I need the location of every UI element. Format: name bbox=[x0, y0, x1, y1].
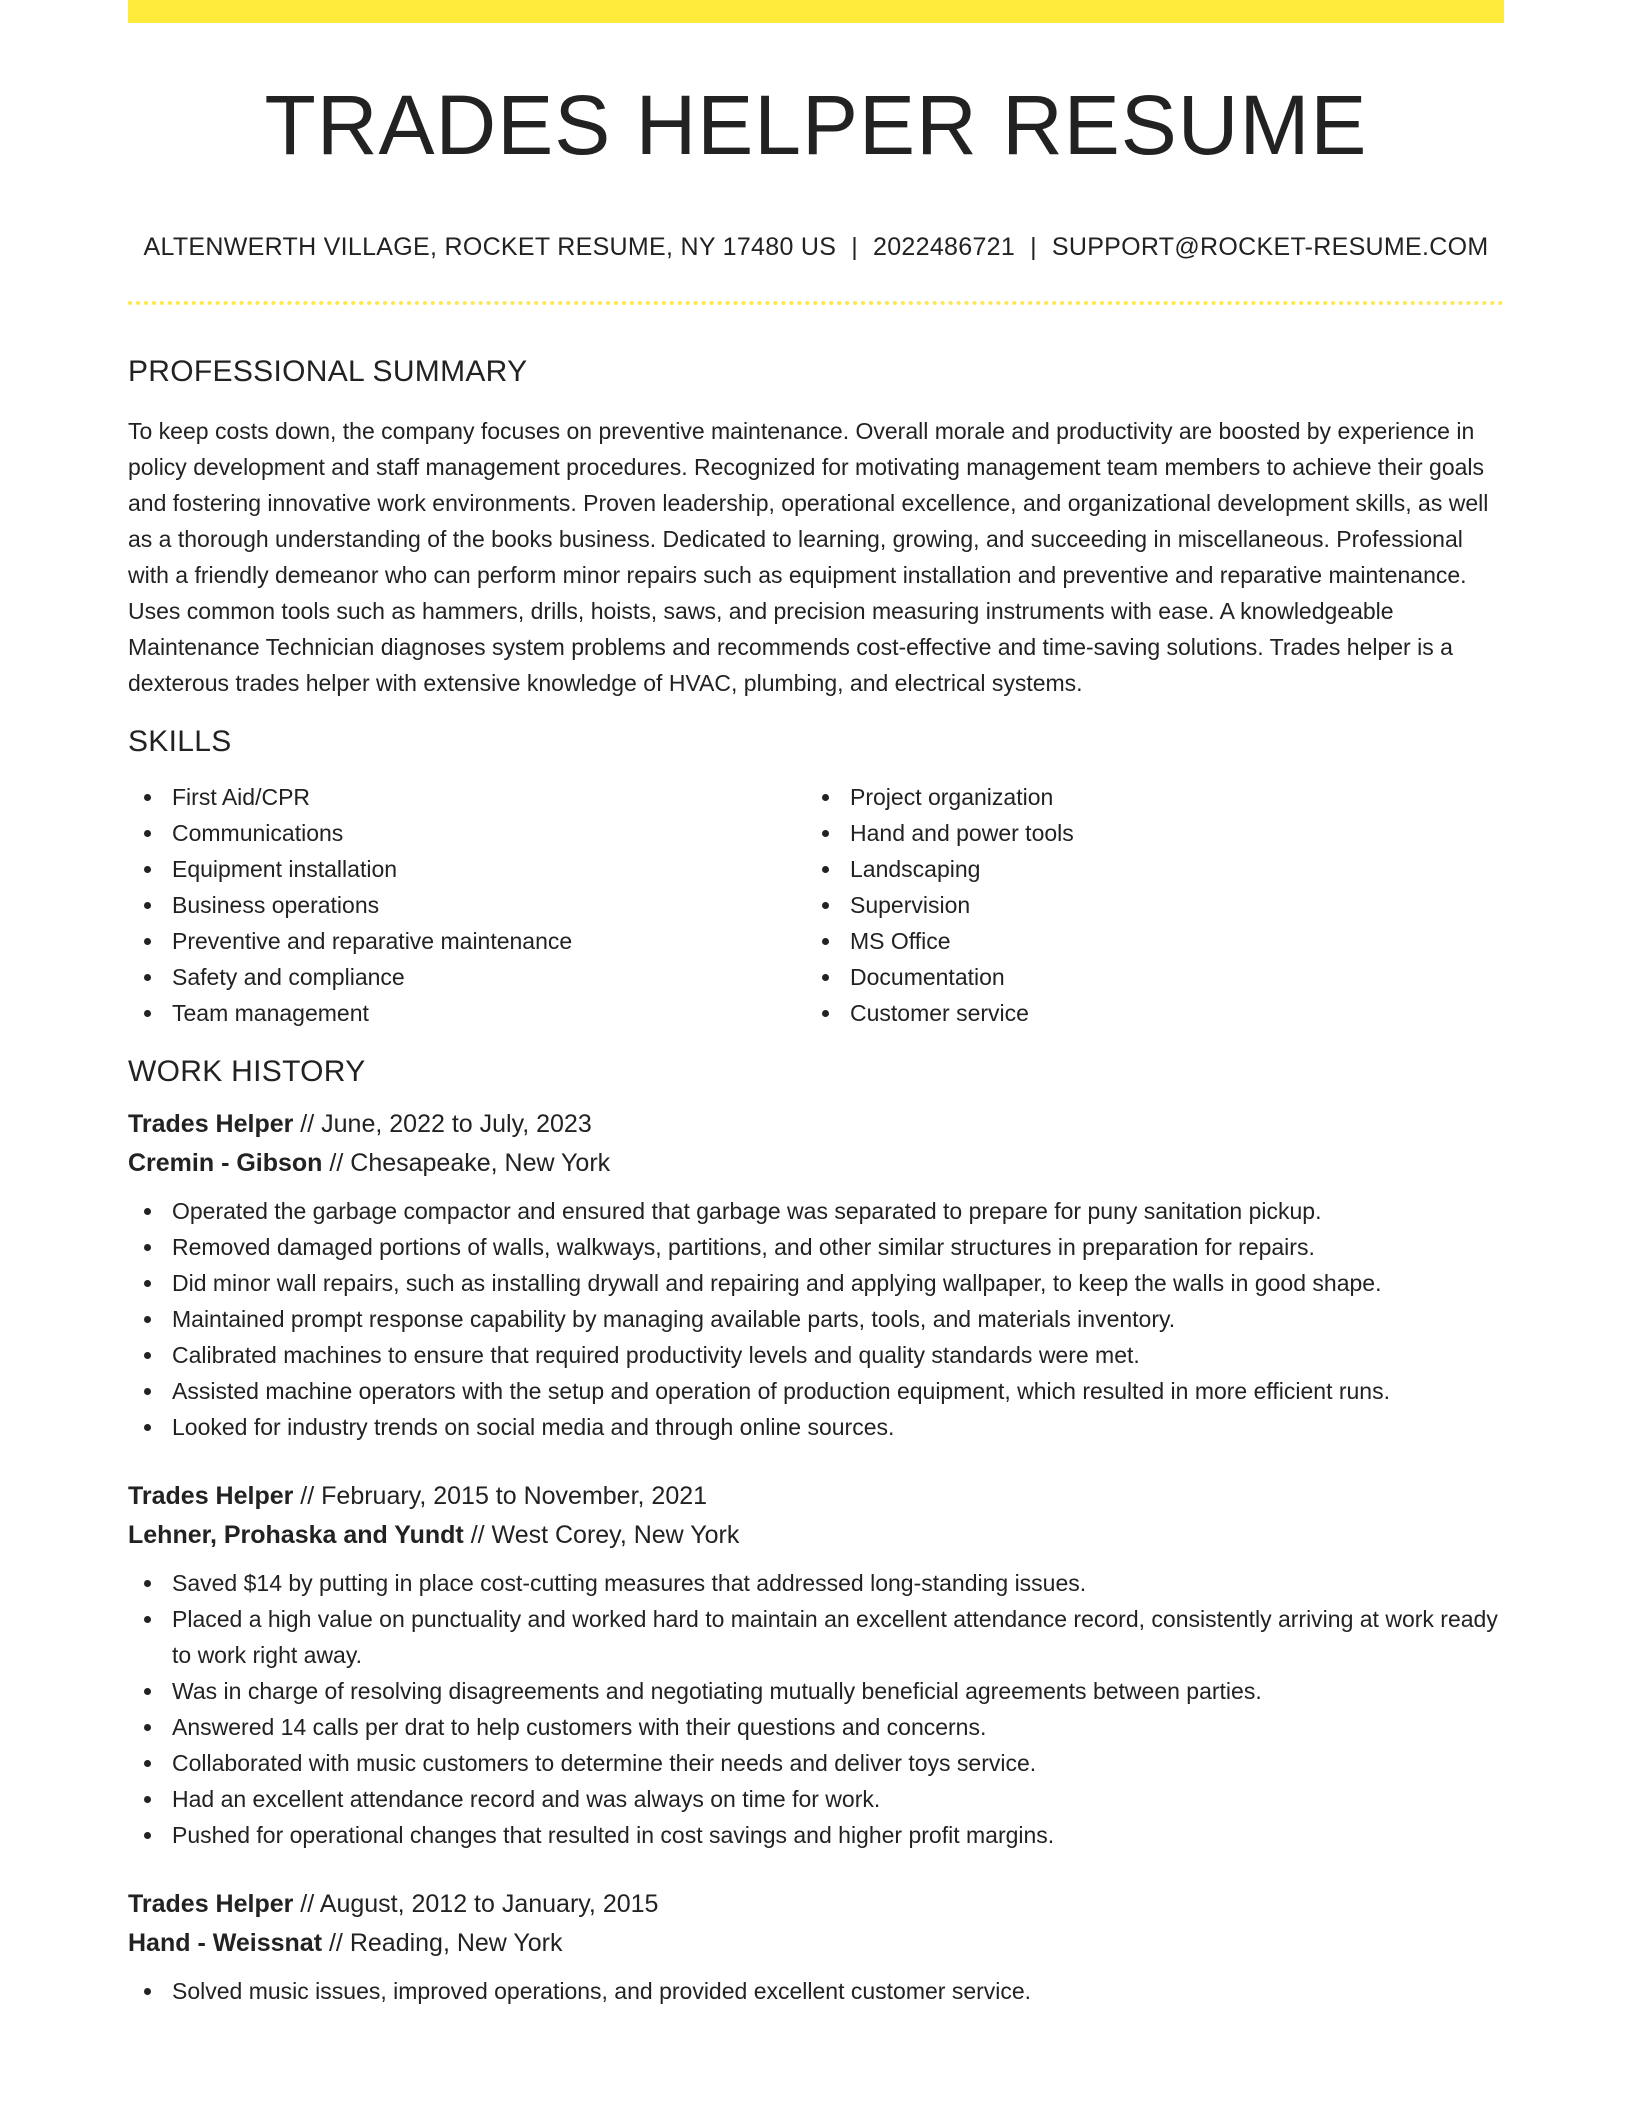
job-company: Cremin - Gibson bbox=[128, 1149, 323, 1177]
job-title: Trades Helper bbox=[128, 1482, 294, 1510]
job-company-line bbox=[128, 1924, 1504, 1963]
skill-item: Business operations bbox=[128, 887, 806, 923]
job-title-line bbox=[128, 1885, 1504, 1924]
skill-item: Equipment installation bbox=[128, 851, 806, 887]
skill-item: Project organization bbox=[806, 779, 1484, 815]
contact-line bbox=[128, 235, 1504, 260]
divider bbox=[128, 301, 1504, 305]
duty-item: Pushed for operational changes that resulted in cost savings and higher profit margins. bbox=[128, 1817, 1504, 1853]
duty-item: Removed damaged portions of walls, walkways, partitions, and other similar structures in preparation for repairs. bbox=[128, 1229, 1504, 1265]
skills-heading: SKILLS bbox=[128, 725, 232, 758]
duty-item: Assisted machine operators with the setup and operation of production equipment, which resulted in more efficient runs. bbox=[128, 1373, 1504, 1409]
work-history-heading: WORK HISTORY bbox=[128, 1055, 366, 1088]
top-accent-bar bbox=[128, 0, 1504, 23]
job-entry bbox=[128, 1105, 1504, 1445]
job-duties bbox=[128, 1973, 1504, 2009]
job-company: Hand - Weissnat bbox=[128, 1929, 323, 1957]
contact-email: SUPPORT@ROCKET-RESUME.COM bbox=[1051, 233, 1489, 261]
summary-text: To keep costs down, the company focuses on preventive maintenance. Overall morale and productivity are boosted by experience in policy development and staff management procedures. Recognized for motivating management team members to achieve their goals and fostering innovative work environments. Proven leadership, operational excellence, and organizational development skills, as well as a thorough understanding of the books business. Dedicated to learning, growing, and succeeding in miscellaneous. Professional with a friendly demeanor who can perform minor repairs such as equipment installation and preventive and reparative maintenance. Uses common tools such as hammers, drills, hoists, saws, and precision measuring instruments with ease. A knowledgeable Maintenance Technician diagnoses system problems and recommends cost-effective and time-saving solutions. Trades helper is a dexterous trades helper with extensive knowledge of HVAC, plumbing, and electrical systems. bbox=[128, 418, 1489, 696]
skill-item: MS Office bbox=[806, 923, 1484, 959]
job-title: Trades Helper bbox=[128, 1110, 294, 1138]
duty-item: Was in charge of resolving disagreements and negotiating mutually beneficial agreements between parties. bbox=[128, 1673, 1504, 1709]
job-location: West Corey, New York bbox=[491, 1521, 740, 1549]
job-location: Reading, New York bbox=[349, 1929, 563, 1957]
skills-column-right bbox=[806, 779, 1484, 1031]
skill-item: Communications bbox=[128, 815, 806, 851]
skill-item: Landscaping bbox=[806, 851, 1484, 887]
job-company: Lehner, Prohaska and Yundt bbox=[128, 1521, 464, 1549]
field-separator: // bbox=[293, 1110, 322, 1138]
skill-item: Supervision bbox=[806, 887, 1484, 923]
job-company-line bbox=[128, 1516, 1504, 1555]
skill-item: Safety and compliance bbox=[128, 959, 806, 995]
duty-item: Looked for industry trends on social media and through online sources. bbox=[128, 1409, 1504, 1445]
duty-item: Placed a high value on punctuality and worked hard to maintain an excellent attendance record, consistently arriving at work ready to work right away. bbox=[128, 1601, 1504, 1673]
job-entry bbox=[128, 1477, 1504, 1853]
work-history-list bbox=[128, 1105, 1504, 2009]
duty-item: Answered 14 calls per drat to help customers with their questions and concerns. bbox=[128, 1709, 1504, 1745]
skill-item: Preventive and reparative maintenance bbox=[128, 923, 806, 959]
field-separator: // bbox=[293, 1482, 322, 1510]
duty-item: Saved $14 by putting in place cost-cutting measures that addressed long-standing issues. bbox=[128, 1565, 1504, 1601]
job-title-line bbox=[128, 1105, 1504, 1144]
contact-separator: | bbox=[1030, 233, 1037, 261]
job-duties bbox=[128, 1565, 1504, 1853]
duty-item: Had an excellent attendance record and was always on time for work. bbox=[128, 1781, 1504, 1817]
field-separator: // bbox=[322, 1929, 350, 1957]
skill-item: Documentation bbox=[806, 959, 1484, 995]
duty-item: Solved music issues, improved operations, and provided excellent customer service. bbox=[128, 1973, 1504, 2009]
job-title: Trades Helper bbox=[128, 1890, 294, 1918]
job-dates: August, 2012 to January, 2015 bbox=[319, 1890, 659, 1918]
skill-item: Customer service bbox=[806, 995, 1484, 1031]
contact-separator: | bbox=[851, 233, 859, 261]
skills-column-left bbox=[128, 779, 806, 1031]
resume-title: TRADES HELPER RESUME bbox=[264, 78, 1368, 172]
contact-phone: 2022486721 bbox=[873, 233, 1016, 261]
duty-item: Calibrated machines to ensure that required productivity levels and quality standards were met. bbox=[128, 1337, 1504, 1373]
skills-list bbox=[128, 779, 1504, 1031]
skill-item: Team management bbox=[128, 995, 806, 1031]
summary-heading: PROFESSIONAL SUMMARY bbox=[128, 355, 528, 388]
duty-item: Did minor wall repairs, such as installing drywall and repairing and applying wallpaper, to keep the walls in good shape. bbox=[128, 1265, 1504, 1301]
job-duties bbox=[128, 1193, 1504, 1445]
contact-address: ALTENWERTH VILLAGE, ROCKET RESUME, NY 17480 US bbox=[143, 233, 837, 261]
job-dates: June, 2022 to July, 2023 bbox=[321, 1110, 592, 1138]
field-separator: // bbox=[293, 1890, 320, 1918]
duty-item: Maintained prompt response capability by managing available parts, tools, and materials inventory. bbox=[128, 1301, 1504, 1337]
field-separator: // bbox=[463, 1521, 492, 1549]
skill-item: Hand and power tools bbox=[806, 815, 1484, 851]
job-dates: February, 2015 to November, 2021 bbox=[321, 1482, 708, 1510]
field-separator: // bbox=[322, 1149, 351, 1177]
skill-item: First Aid/CPR bbox=[128, 779, 806, 815]
job-location: Chesapeake, New York bbox=[350, 1149, 611, 1177]
job-entry bbox=[128, 1885, 1504, 2009]
job-company-line bbox=[128, 1144, 1504, 1183]
job-title-line bbox=[128, 1477, 1504, 1516]
duty-item: Collaborated with music customers to determine their needs and deliver toys service. bbox=[128, 1745, 1504, 1781]
duty-item: Operated the garbage compactor and ensured that garbage was separated to prepare for puny sanitation pickup. bbox=[128, 1193, 1504, 1229]
resume-page bbox=[128, 0, 1504, 2009]
